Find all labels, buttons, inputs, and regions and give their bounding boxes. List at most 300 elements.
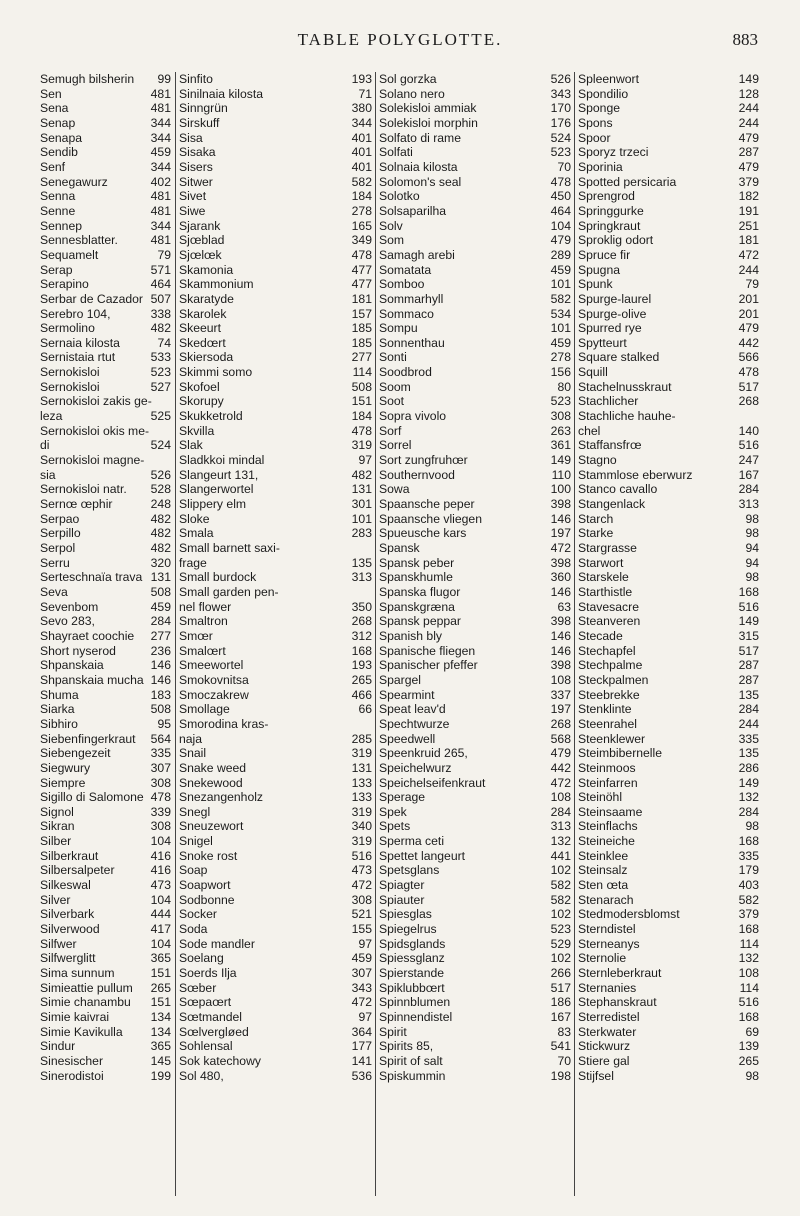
entry-term: Short nyserod — [40, 643, 116, 658]
index-entry — [176, 307, 376, 322]
entry-page-ref: 308 — [150, 819, 171, 834]
index-entry — [376, 424, 575, 439]
index-entry — [575, 995, 763, 1010]
index-entry — [176, 468, 376, 483]
index-entry — [376, 1039, 575, 1054]
entry-page-ref: 360 — [550, 570, 571, 585]
entry-page-ref: 184 — [351, 409, 372, 424]
entry-term: Senna — [40, 189, 76, 204]
entry-term: Simie kaivrai — [40, 1010, 110, 1024]
index-entry — [40, 189, 175, 204]
entry-term: Spurge-laurel — [578, 291, 652, 306]
entry-page-ref: 244 — [738, 262, 759, 277]
entry-page-ref: 133 — [351, 775, 372, 790]
index-entry — [176, 277, 376, 292]
entry-page-ref: 284 — [738, 804, 759, 819]
entry-page-ref: 459 — [550, 262, 571, 277]
entry-term: Steinmoos — [578, 760, 636, 775]
entry-page-ref: 134 — [150, 1024, 171, 1039]
index-entry — [176, 1039, 376, 1054]
entry-page-ref: 268 — [351, 614, 372, 629]
index-entry — [40, 116, 175, 131]
entry-page-ref: 185 — [351, 321, 372, 336]
entry-page-ref: 193 — [351, 72, 372, 86]
index-entry — [376, 175, 575, 190]
entry-page-ref: 157 — [351, 306, 372, 321]
entry-term: Sporinia — [578, 159, 623, 174]
entry-page-ref: 521 — [351, 907, 372, 922]
entry-page-ref: 403 — [738, 878, 759, 893]
entry-page-ref: 478 — [550, 174, 571, 189]
entry-term: Senapa — [40, 130, 83, 145]
index-entry — [575, 717, 763, 732]
entry-term: Spirit — [379, 1024, 407, 1039]
entry-term: Stecade — [578, 628, 623, 643]
entry-page-ref: 398 — [550, 614, 571, 629]
index-entry — [575, 834, 763, 849]
entry-term: Smokovnitsa — [179, 672, 249, 687]
entry-page-ref: 186 — [550, 995, 571, 1010]
entry-page-ref: 168 — [738, 584, 759, 599]
entry-term: Semugh bilsherin — [40, 72, 135, 86]
index-entry — [376, 248, 575, 263]
entry-term: Sisa — [179, 130, 203, 145]
index-entry — [376, 937, 575, 952]
entry-term: Sok katechowy — [179, 1053, 261, 1068]
index-entry — [176, 248, 376, 263]
entry-term: Soapwort — [179, 878, 231, 893]
entry-page-ref: 526 — [550, 72, 571, 86]
entry-term: Snezangenholz — [179, 790, 264, 805]
entry-page-ref: 284 — [738, 702, 759, 717]
index-entry — [376, 746, 575, 761]
entry-page-ref: 533 — [150, 350, 171, 365]
entry-page-ref: 102 — [550, 863, 571, 878]
entry-term: Samagh arebi — [379, 247, 455, 262]
index-entry — [176, 849, 376, 864]
entry-page-ref: 481 — [150, 86, 171, 101]
index-entry — [376, 482, 575, 497]
entry-term: Solomon's seal — [379, 174, 462, 189]
entry-term: Sennesblatter. — [40, 233, 118, 248]
index-entry — [176, 204, 376, 219]
index-entry — [376, 336, 575, 351]
entry-term: Smorodina kras- — [179, 716, 269, 731]
index-entry — [176, 145, 376, 160]
page-header — [0, 30, 800, 60]
index-entry — [40, 204, 175, 219]
entry-term: Sernistaia rtut — [40, 350, 116, 365]
entry-term: Snoke rost — [179, 848, 238, 863]
entry-page-ref: 104 — [150, 892, 171, 907]
index-entry — [40, 482, 175, 497]
entry-term: Soerds Ilja — [179, 966, 237, 981]
index-entry — [40, 819, 175, 834]
entry-term: Sernokisloi — [40, 365, 100, 380]
entry-page-ref: 146 — [150, 658, 171, 673]
index-entry — [376, 585, 575, 600]
entry-page-ref: 181 — [738, 233, 759, 248]
index-column-2 — [175, 72, 376, 1196]
entry-page-ref: 482 — [150, 511, 171, 526]
entry-term: Solekisloi ammiak — [379, 101, 477, 116]
entry-term: Spansk peber — [379, 555, 455, 570]
entry-page-ref: 479 — [738, 130, 759, 145]
entry-page-ref: 99 — [157, 72, 171, 86]
entry-term: Spanischer pfeffer — [379, 658, 478, 673]
entry-page-ref: 517 — [738, 379, 759, 394]
index-entry — [176, 790, 376, 805]
index-entry — [575, 468, 763, 483]
entry-page-ref: 307 — [351, 966, 372, 981]
index-entry — [575, 673, 763, 688]
index-columns — [40, 72, 762, 1196]
entry-term: Solano nero — [379, 86, 445, 101]
entry-page-ref: 582 — [550, 878, 571, 893]
entry-page-ref: 472 — [351, 878, 372, 893]
entry-page-ref: 132 — [550, 834, 571, 849]
entry-term: Small burdock — [179, 570, 257, 585]
index-entry — [575, 585, 763, 600]
entry-term: Snigel — [179, 834, 213, 849]
index-entry — [376, 688, 575, 703]
index-entry — [575, 922, 763, 937]
entry-page-ref: 285 — [351, 731, 372, 746]
index-entry — [40, 585, 175, 600]
entry-term: Sowa — [379, 482, 410, 497]
index-entry — [376, 145, 575, 160]
entry-term: Stenklinte — [578, 702, 632, 717]
entry-page-ref: 277 — [351, 350, 372, 365]
entry-page-ref: 582 — [550, 892, 571, 907]
index-entry — [40, 614, 175, 629]
entry-term: Snail — [179, 746, 207, 761]
index-entry — [176, 189, 376, 204]
entry-page-ref: 146 — [550, 584, 571, 599]
entry-term: Somboo — [379, 277, 425, 292]
entry-term: Southernvood — [379, 467, 455, 482]
index-entry — [376, 717, 575, 732]
entry-term: Sproklig odort — [578, 233, 654, 248]
entry-page-ref: 278 — [351, 203, 372, 218]
entry-term: Shpanskaia — [40, 658, 104, 673]
entry-term: Stavesacre — [578, 599, 639, 614]
index-entry — [376, 453, 575, 468]
index-entry — [575, 233, 763, 248]
index-entry — [376, 219, 575, 234]
index-entry — [575, 893, 763, 908]
entry-page-ref: 344 — [150, 159, 171, 174]
index-entry — [40, 131, 175, 146]
entry-page-ref: 170 — [550, 101, 571, 116]
entry-term: Sequamelt — [40, 247, 99, 262]
entry-term: naja — [179, 731, 203, 746]
entry-term: Spruce fir — [578, 247, 631, 262]
entry-page-ref: 135 — [738, 687, 759, 702]
entry-term: Sena — [40, 101, 69, 116]
index-entry — [176, 644, 376, 659]
entry-term: Serpao — [40, 511, 80, 526]
entry-page-ref: 482 — [351, 467, 372, 482]
index-entry — [575, 1039, 763, 1054]
index-entry — [376, 849, 575, 864]
index-entry — [176, 981, 376, 996]
index-entry — [40, 570, 175, 585]
entry-term: Sœpaœrt — [179, 995, 232, 1010]
entry-page-ref: 313 — [351, 570, 372, 585]
index-entry — [40, 512, 175, 527]
entry-term: Skorupy — [179, 394, 224, 409]
entry-page-ref: 523 — [550, 145, 571, 160]
entry-page-ref: 97 — [358, 453, 372, 468]
entry-page-ref: 108 — [738, 966, 759, 981]
entry-term: Signol — [40, 804, 74, 819]
index-entry — [376, 321, 575, 336]
index-entry — [176, 951, 376, 966]
entry-page-ref: 97 — [358, 1010, 372, 1024]
index-entry — [40, 468, 175, 483]
entry-term: Shuma — [40, 687, 79, 702]
entry-page-ref: 146 — [150, 672, 171, 687]
entry-term: Sompu — [379, 321, 418, 336]
entry-page-ref: 335 — [738, 731, 759, 746]
index-entry — [376, 1025, 575, 1040]
entry-term: Sima sunnum — [40, 966, 115, 981]
entry-page-ref: 398 — [550, 658, 571, 673]
index-entry — [40, 776, 175, 791]
entry-term: Sodbonne — [179, 892, 235, 907]
index-entry — [575, 981, 763, 996]
index-entry — [40, 849, 175, 864]
entry-page-ref: 401 — [351, 130, 372, 145]
entry-term: Sorrel — [379, 438, 412, 453]
index-entry — [376, 658, 575, 673]
entry-term: Snake weed — [179, 760, 247, 775]
entry-term: Speenkruid 265, — [379, 746, 468, 761]
index-entry — [176, 409, 376, 424]
entry-page-ref: 100 — [550, 482, 571, 497]
entry-term: Sopra vivolo — [379, 409, 447, 424]
entry-term: Sonnenthau — [379, 335, 445, 350]
entry-term: Spansk peppar — [379, 614, 461, 629]
entry-term: Spinnblumen — [379, 995, 451, 1010]
index-entry — [40, 541, 175, 556]
entry-term: Spanische fliegen — [379, 643, 476, 658]
entry-term: Spirits 85, — [379, 1039, 434, 1054]
entry-page-ref: 398 — [550, 555, 571, 570]
index-entry — [376, 160, 575, 175]
index-entry — [376, 790, 575, 805]
index-entry — [575, 350, 763, 365]
entry-term: Sorf — [379, 423, 402, 438]
entry-term: Sponge — [578, 101, 621, 116]
entry-page-ref: 146 — [550, 511, 571, 526]
entry-term: Serapino — [40, 277, 89, 292]
entry-page-ref: 379 — [738, 907, 759, 922]
index-entry — [376, 1069, 575, 1084]
index-entry — [40, 732, 175, 747]
entry-term: Sinerodistoi — [40, 1068, 104, 1083]
entry-term: Sen — [40, 86, 62, 101]
index-entry — [40, 644, 175, 659]
entry-term: Small barnett saxi- — [179, 541, 280, 555]
index-entry — [376, 87, 575, 102]
entry-term: Sinesischer — [40, 1053, 103, 1068]
index-entry — [376, 878, 575, 893]
index-entry — [376, 629, 575, 644]
index-entry — [40, 248, 175, 263]
index-entry — [575, 776, 763, 791]
index-entry — [40, 1039, 175, 1054]
entry-page-ref: 287 — [738, 672, 759, 687]
entry-term: Siarka — [40, 702, 75, 717]
index-entry — [40, 966, 175, 981]
index-entry — [575, 732, 763, 747]
entry-page-ref: 398 — [550, 497, 571, 512]
entry-page-ref: 478 — [738, 365, 759, 380]
entry-term: Smœr — [179, 628, 213, 643]
entry-term: Sibhiro — [40, 716, 78, 731]
index-entry — [40, 600, 175, 615]
index-entry — [376, 307, 575, 322]
entry-page-ref: 128 — [738, 86, 759, 101]
entry-page-ref: 477 — [351, 277, 372, 292]
entry-term: Sloke — [179, 511, 210, 526]
entry-page-ref: 344 — [150, 115, 171, 130]
entry-page-ref: 131 — [351, 482, 372, 497]
entry-term: Spoor — [578, 130, 611, 145]
index-entry — [40, 394, 175, 409]
index-entry — [575, 453, 763, 468]
entry-page-ref: 110 — [551, 467, 571, 482]
entry-term: Stephanskraut — [578, 995, 657, 1010]
entry-page-ref: 315 — [738, 628, 759, 643]
index-entry — [40, 277, 175, 292]
entry-page-ref: 340 — [351, 819, 372, 834]
index-entry — [575, 570, 763, 585]
entry-page-ref: 335 — [738, 848, 759, 863]
index-entry — [40, 907, 175, 922]
index-entry — [575, 101, 763, 116]
entry-page-ref: 416 — [150, 848, 171, 863]
index-entry — [176, 175, 376, 190]
index-entry — [575, 424, 763, 439]
entry-page-ref: 63 — [557, 599, 571, 614]
entry-term: Skvilla — [179, 423, 215, 438]
index-entry — [376, 614, 575, 629]
entry-page-ref: 564 — [150, 731, 171, 746]
entry-page-ref: 278 — [550, 350, 571, 365]
entry-page-ref: 472 — [550, 541, 571, 555]
entry-page-ref: 464 — [150, 277, 171, 292]
index-entry — [376, 556, 575, 571]
entry-term: Spiklubbœrt — [379, 980, 445, 995]
entry-term: Stachelnusskraut — [578, 379, 672, 394]
entry-page-ref: 80 — [557, 379, 571, 394]
entry-term: Silber — [40, 834, 72, 849]
entry-term: Solfato di rame — [379, 130, 461, 145]
index-entry — [40, 409, 175, 424]
entry-term: Skamonia — [179, 262, 234, 277]
entry-term: Sternleberkraut — [578, 966, 662, 981]
index-entry — [176, 629, 376, 644]
entry-term: Snegl — [179, 804, 211, 819]
entry-page-ref: 472 — [738, 247, 759, 262]
entry-term: Spets — [379, 819, 411, 834]
entry-term: Spearmint — [379, 687, 435, 702]
entry-term: Steimbibernelle — [578, 746, 663, 761]
entry-term: Soodbrod — [379, 365, 432, 380]
index-entry — [376, 893, 575, 908]
running-title: TABLE POLYGLOTTE. — [297, 30, 503, 49]
entry-page-ref: 114 — [352, 365, 372, 380]
entry-term: Sisaka — [179, 145, 216, 160]
index-entry — [40, 629, 175, 644]
entry-term: Stechpalme — [578, 658, 643, 673]
entry-page-ref: 508 — [150, 702, 171, 717]
index-entry — [176, 131, 376, 146]
entry-page-ref: 527 — [150, 379, 171, 394]
entry-page-ref: 286 — [738, 760, 759, 775]
entry-term: Spunk — [578, 277, 613, 292]
index-entry — [176, 702, 376, 717]
index-entry — [376, 512, 575, 527]
entry-page-ref: 529 — [550, 936, 571, 951]
index-entry — [575, 307, 763, 322]
entry-term: Sterkwater — [578, 1024, 637, 1039]
index-entry — [176, 556, 376, 571]
index-entry — [376, 365, 575, 380]
index-entry — [176, 834, 376, 849]
index-entry — [40, 526, 175, 541]
entry-page-ref: 70 — [557, 159, 571, 174]
index-entry — [376, 907, 575, 922]
entry-term: Smoczakrew — [179, 687, 249, 702]
entry-term: Serpol — [40, 541, 76, 555]
index-entry — [376, 644, 575, 659]
entry-page-ref: 95 — [157, 716, 171, 731]
index-entry — [40, 497, 175, 512]
index-entry — [575, 688, 763, 703]
index-entry — [376, 966, 575, 981]
index-entry — [176, 717, 376, 732]
index-entry — [575, 409, 763, 424]
index-entry — [176, 995, 376, 1010]
entry-page-ref: 146 — [550, 643, 571, 658]
entry-term: Skiersoda — [179, 350, 234, 365]
index-entry — [40, 380, 175, 395]
index-entry — [376, 1010, 575, 1025]
index-entry — [575, 761, 763, 776]
index-entry — [40, 1069, 175, 1084]
entry-term: Sitwer — [179, 174, 213, 189]
index-entry — [575, 658, 763, 673]
entry-page-ref: 517 — [550, 980, 571, 995]
entry-page-ref: 133 — [351, 790, 372, 805]
index-entry — [40, 556, 175, 571]
entry-page-ref: 308 — [150, 775, 171, 790]
index-entry — [575, 292, 763, 307]
entry-page-ref: 350 — [351, 599, 372, 614]
entry-page-ref: 526 — [150, 467, 171, 482]
entry-page-ref: 339 — [150, 804, 171, 819]
entry-term: Simie chanambu — [40, 995, 131, 1010]
entry-term: Spek — [379, 804, 407, 819]
entry-term: Steinklee — [578, 848, 629, 863]
index-entry — [176, 292, 376, 307]
index-entry — [40, 717, 175, 732]
index-entry — [40, 263, 175, 278]
